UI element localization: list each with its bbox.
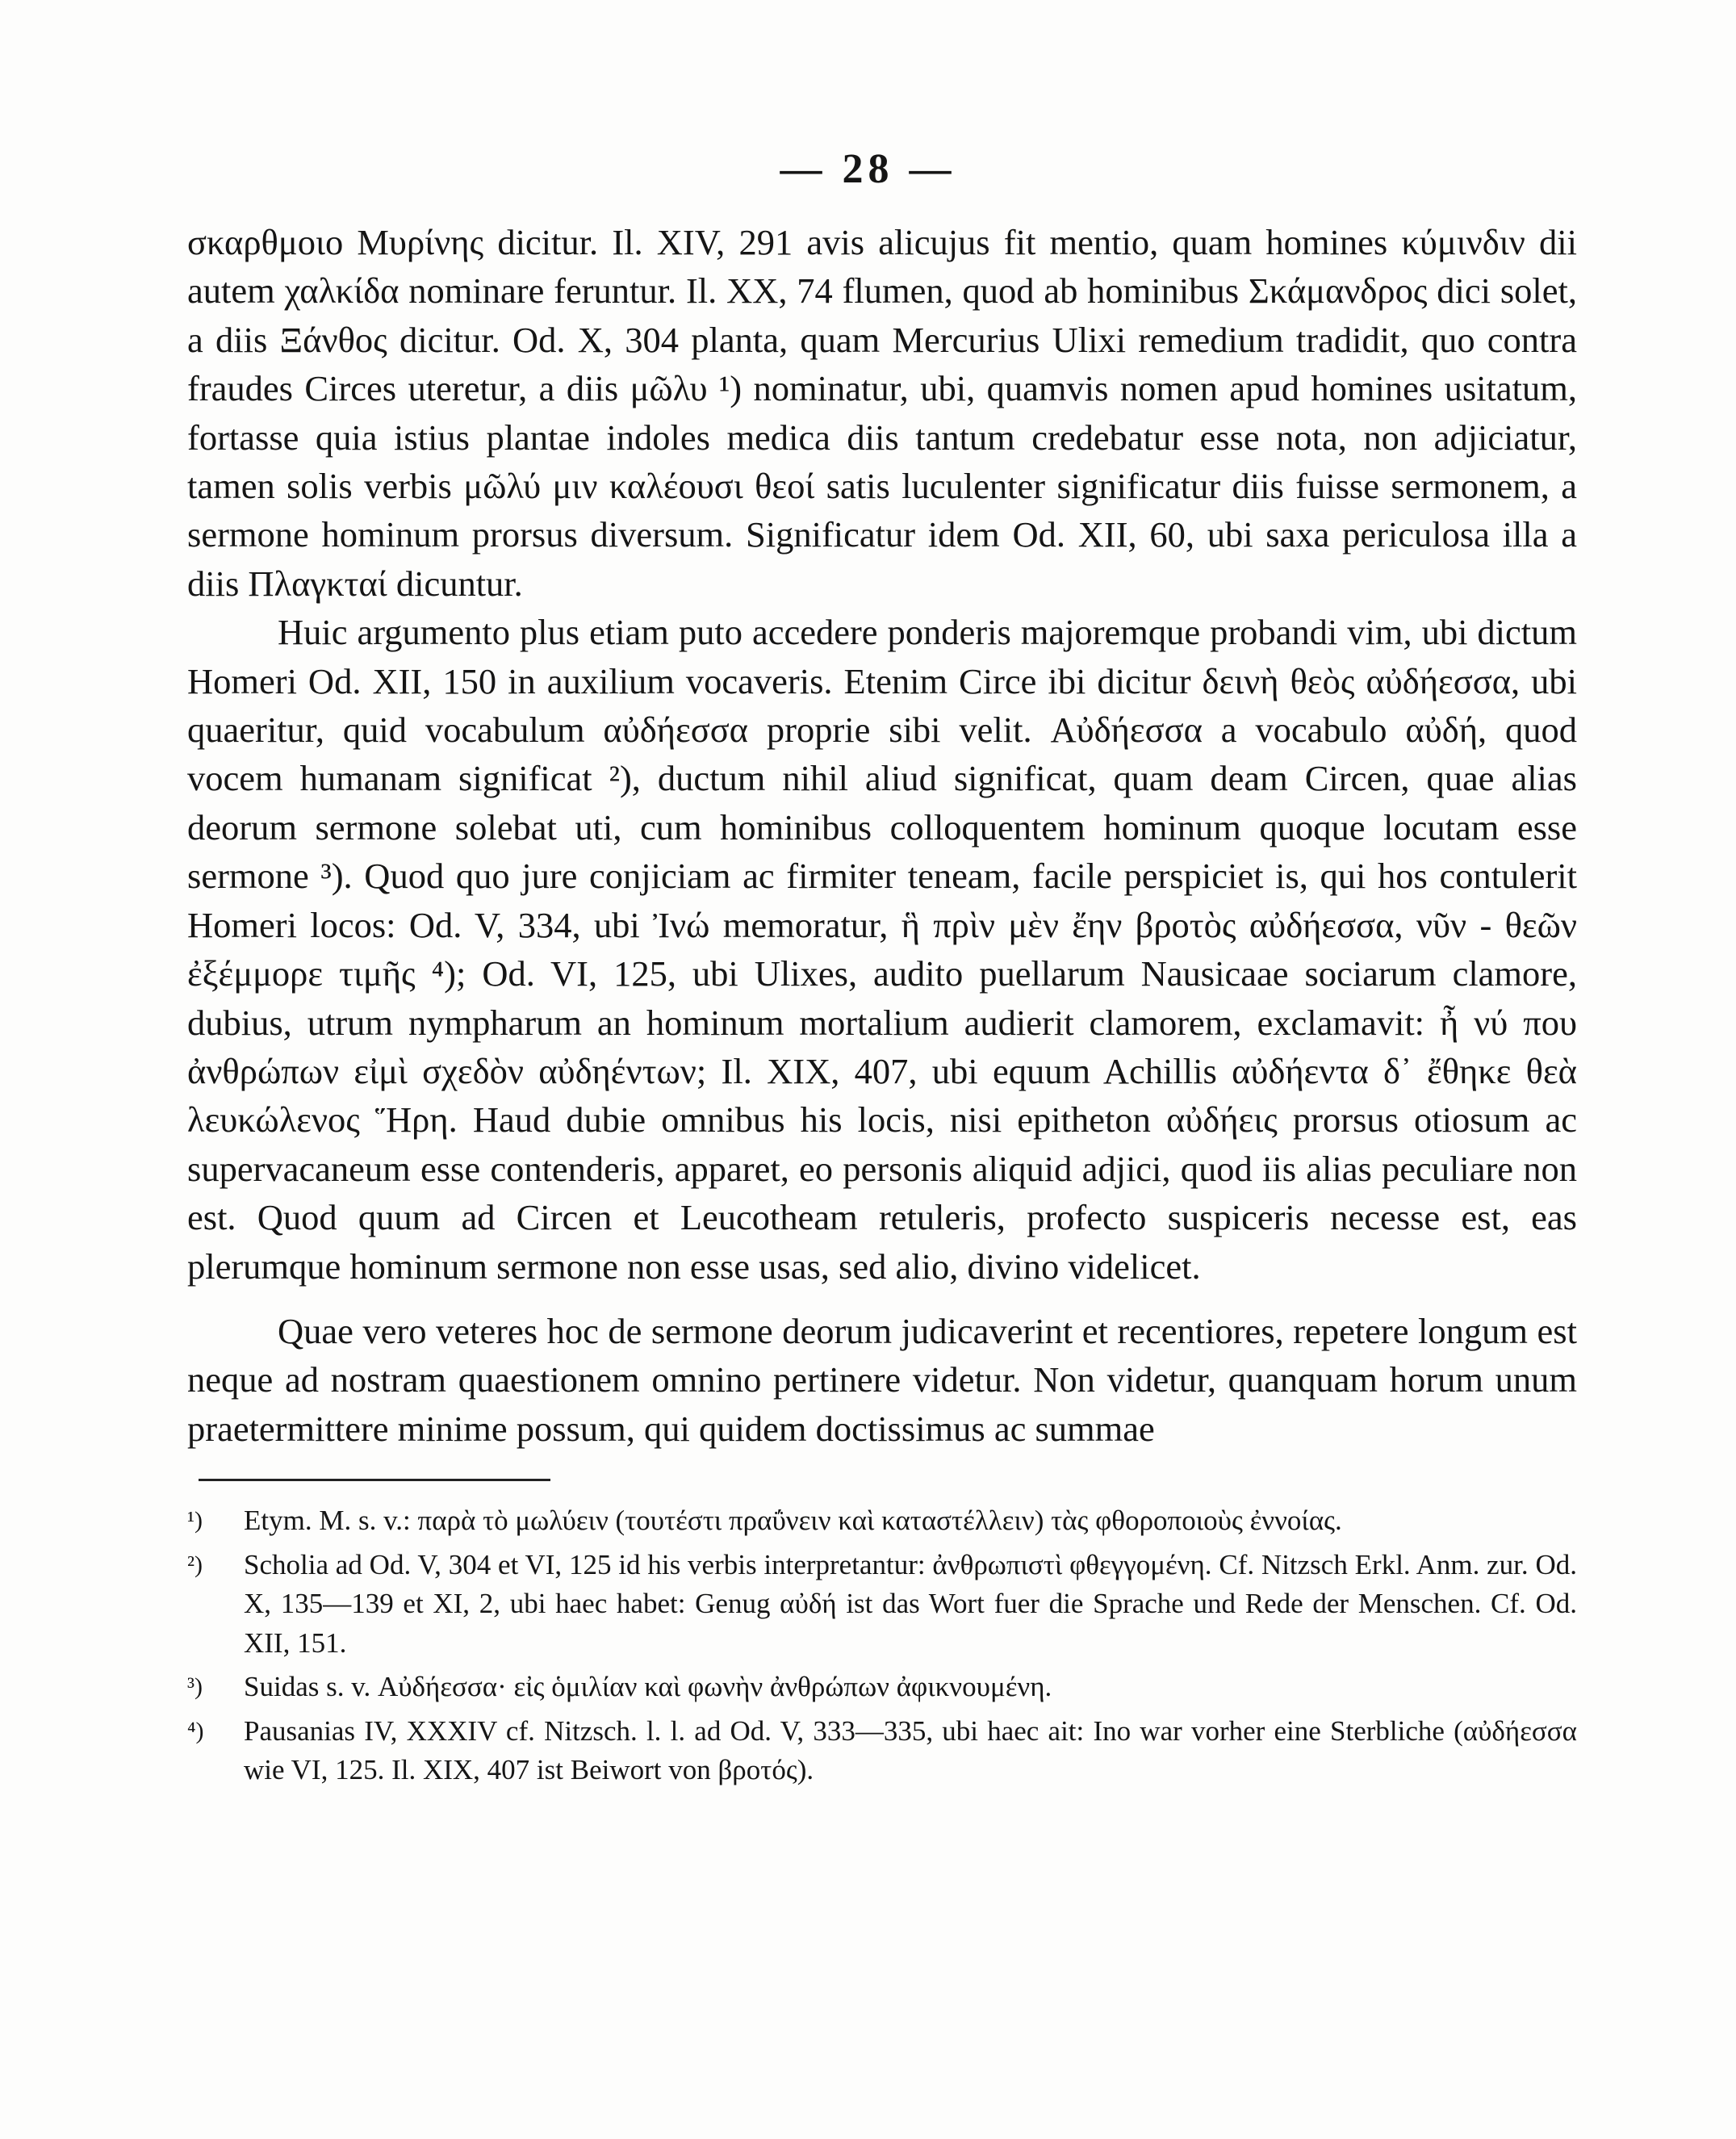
footnote-divider (199, 1479, 550, 1481)
footnote-marker: ⁴) (187, 1717, 204, 1744)
main-text (187, 218, 1577, 1453)
footnote (187, 1712, 1577, 1790)
footnote (187, 1668, 1577, 1707)
paragraph: σκαρθμοιο Μυρίνης dicitur. Il. XIV, 291 avis alicujus fit mentio, quam homines κύμινδιν dii autem χαλκίδα nominare feruntur. Il. XX, 74 flumen, quod ab hominibus Σκάμανδρος dici solet, a diis Ξάνθος dicitur. Od. X, 304 planta, quam Mercurius Ulixi remedium tradidit, quo contra fraudes Circes uteretur, a diis μῶλυ ¹) nominatur, ubi, quamvis nomen apud homines usitatum, fortasse quia istius plantae indoles medica diis tantum credebatur esse nota, non adjiciatur, tamen solis verbis μῶλύ μιν καλέουσι θεοί satis luculenter significatur diis fuisse sermonem, a sermone hominum prorsus diversum. Significatur idem Od. XII, 60, ubi saxa periculosa illa a diis Πλαγκταί dicuntur. (187, 222, 1577, 604)
footnote-text: Pausanias IV, XXXIV cf. Nitzsch. l. l. ad Od. V, 333—335, ubi haec ait: Ino war vorher eine Sterbliche (αὐδήεσσα wie VI, 125. Il. XIX, 407 ist Beiwort von βροτός). (244, 1714, 1577, 1785)
page-number: — 28 — (780, 146, 956, 192)
footnote-text: Scholia ad Od. V, 304 et VI, 125 id his verbis interpretantur: ἀνθρωπιστὶ φθεγγομένη. Cf. Nitzsch Erkl. Anm. zur. Od. X, 135—139 et XI, 2, ubi haec habet: Genug αὐδή ist das Wort fuer die Sprache und Rede der Menschen. Cf. Od. XII, 151. (244, 1548, 1577, 1659)
footnote-marker: ¹) (187, 1507, 203, 1534)
paragraph: Huic argumento plus etiam puto accedere ponderis majoremque probandi vim, ubi dictum Homeri Od. XII, 150 in auxilium vocaveris. Etenim Circe ibi dicitur δεινὴ θεὸς αὐδήεσσα, ubi quaeritur, quid vocabulum αὐδήεσσα proprie sibi velit. Αὐδήεσσα a vocabulo αὐδή, quod vocem humanam significat ²), ductum nihil aliud significat, quam deam Circen, quae alias deorum sermone solebat uti, cum hominibus colloquentem hominum quoque locutam esse sermone ³). Quod quo jure conjiciam ac firmiter teneam, facile perspiciet is, qui hos contulerit Homeri locos: Od. V, 334, ubi Ἰνώ memoratur, ἣ πρὶν μὲν ἔην βροτὸς αὐδήεσσα, νῦν - θεῶν ἐξέμμορε τιμῆς ⁴); Od. VI, 125, ubi Ulixes, audito puellarum Nausicaae sociarum clamore, dubius, utrum nympharum an hominum mortalium audierit clamorem, exclamavit: ἦ νύ που ἀνθρώπων εἰμὶ σχεδὸν αὐδηέντων; Il. XIX, 407, ubi equum Achillis αὐδήεντα δ᾽ ἔθηκε θεὰ λευκώλενος Ἥρη. Haud dubie omnibus his locis, nisi epitheton αὐδήεις prorsus otiosum ac supervacaneum esse contenderis, apparet, eo personis aliquid adjici, quod iis alias peculiare non est. Quod quum ad Circen et Leucotheam retuleris, profecto suspiceris necesse est, eas plerumque hominum sermone non esse usas, sed alio, divino videlicet. (187, 612, 1577, 1287)
footnote-text: Suidas s. v. Αὐδήεσσα· εἰς ὁμιλίαν καὶ φωνὴν ἀνθρώπων ἀφικνουμένη. (244, 1671, 1052, 1702)
footnote-text: Etym. M. s. v.: παρὰ τὸ μωλύειν (τουτέστι πραΰνειν καὶ καταστέλλειν) τὰς φθοροποιοὺς ἐννοίας. (244, 1505, 1342, 1536)
footnote (187, 1546, 1577, 1664)
footnote-marker: ³) (187, 1673, 203, 1700)
footnotes (187, 1501, 1577, 1795)
paragraph: Quae vero veteres hoc de sermone deorum judicaverint et recentiores, repetere longum est neque ad nostram quaestionem omnino pertinere videtur. Non videtur, quanquam horum unum praetermittere minime possum, qui quidem doctissimus ac summae (187, 1310, 1577, 1449)
footnote-marker: ²) (187, 1551, 203, 1578)
footnote (187, 1501, 1577, 1541)
